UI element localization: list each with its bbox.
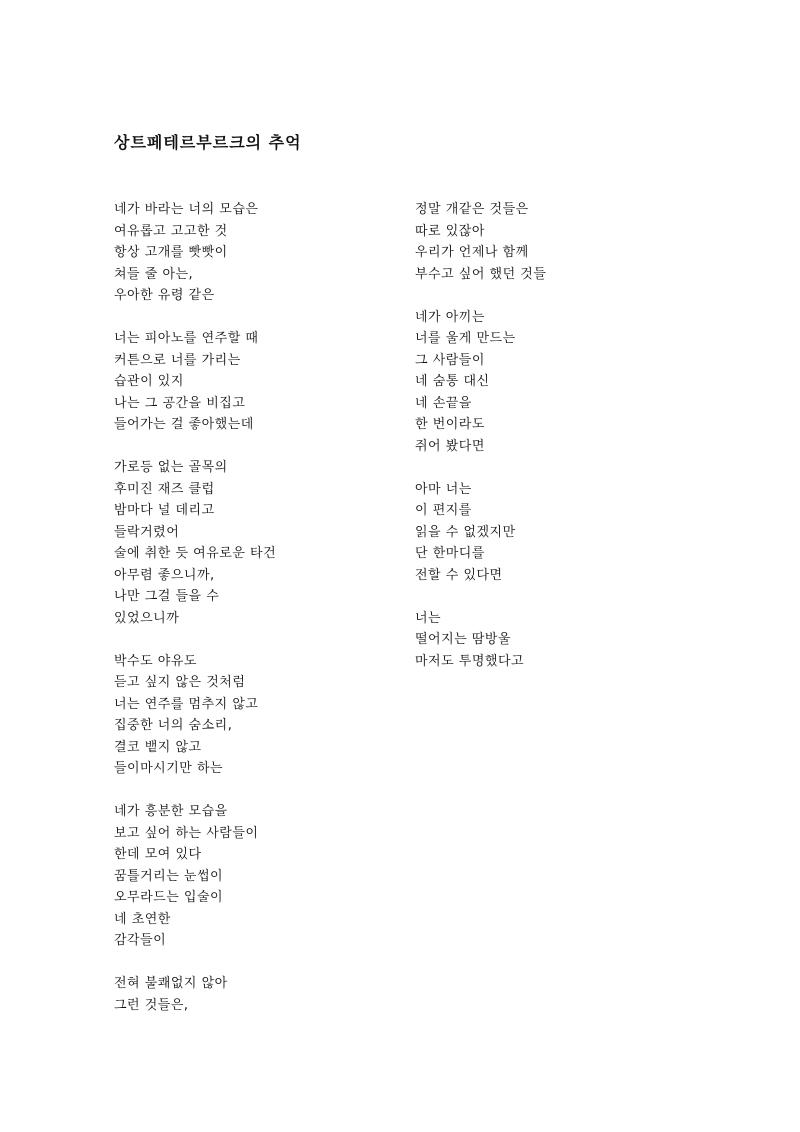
- poem-line: 박수도 야유도: [114, 653, 197, 669]
- poem-line: 듣고 싶지 않은 것처럼: [114, 675, 246, 690]
- poem-line: 술에 취한 듯 여유로운 타건: [114, 546, 277, 561]
- left-column: [114, 199, 276, 1016]
- stanza-break: [114, 436, 276, 458]
- stanza-break: [114, 629, 276, 651]
- poem-line: 부수고 싶어 했던 것들: [415, 266, 547, 282]
- poem-line: 쥐어 봤다면: [415, 438, 485, 454]
- poem-line: 너는 연주를 멈추지 않고: [114, 696, 259, 712]
- stanza-break: [415, 285, 546, 307]
- poem-line: 들락거렸어: [114, 524, 180, 540]
- poem-line: 네가 아끼는: [415, 309, 485, 325]
- poem-line: 나는 그 공간을 비집고: [114, 395, 246, 411]
- poem-line: 우리가 언제나 함께: [415, 245, 529, 260]
- poem-line: 네가 흥분한 모습을: [114, 804, 228, 819]
- poem-line: 들어가는 걸 좋아했는데: [114, 417, 254, 432]
- poem-line: 오무라드는 입술이: [114, 890, 224, 905]
- poem-line: 단 한마디를: [415, 546, 485, 561]
- poem-line: 이 편지를: [415, 503, 472, 518]
- poem-line: 너는 피아노를 연주할 때: [114, 331, 259, 346]
- poem-line: 네가 바라는 너의 모습은: [114, 202, 259, 217]
- poem-line: 후미진 재즈 클럽: [114, 481, 215, 497]
- poem-line: 여유롭고 고고한 것: [114, 223, 228, 239]
- poem-line: 아무렴 좋으니까,: [114, 567, 215, 583]
- poem-line: 그 사람들이: [415, 352, 485, 368]
- poem-line: 너를 울게 만드는: [415, 331, 516, 346]
- poem-line: 정말 개같은 것들은: [415, 202, 529, 217]
- right-column: [415, 199, 546, 672]
- stanza-break: [415, 586, 546, 608]
- poem-line: 집중한 너의 숨소리,: [114, 718, 233, 733]
- poem-line: 네 초연한: [114, 911, 171, 927]
- poem-line: 있었으니까: [114, 610, 180, 626]
- poem-line: 꿈틀거리는 눈썹이: [114, 868, 224, 884]
- poem-line: 항상 고개를 빳빳이: [114, 245, 228, 260]
- poem-line: 가로등 없는 골목의: [114, 460, 228, 475]
- poem-line: 너는: [415, 610, 442, 626]
- poem-line: 쳐들 줄 아는,: [114, 266, 194, 282]
- poem-line: 감각들이: [114, 933, 167, 948]
- poem-line: 나만 그걸 들을 수: [114, 589, 220, 604]
- stanza-break: [114, 780, 276, 802]
- poem-line: 네 손끝을: [415, 395, 472, 411]
- poem-line: 그런 것들은,: [114, 997, 189, 1013]
- poem-line: 우아한 유령 같은: [114, 288, 215, 303]
- poem-line: 전할 수 있다면: [415, 567, 503, 583]
- poem-title: 상트페테르부르크의 추억: [114, 133, 302, 152]
- poem-line: 아마 너는: [415, 481, 472, 497]
- poem-line: 따로 있잖아: [415, 223, 485, 239]
- poem-line: 보고 싶어 하는 사람들이: [114, 825, 259, 841]
- poem-line: 커튼으로 너를 가리는: [114, 352, 241, 368]
- poem-line: 전혀 불쾌없지 않아: [114, 976, 228, 991]
- poem-line: 떨어지는 땀방울: [415, 632, 512, 647]
- stanza-break: [114, 307, 276, 329]
- poem-line: 읽을 수 없겠지만: [415, 524, 516, 540]
- poem-line: 한데 모여 있다: [114, 847, 202, 862]
- stanza-break: [415, 457, 546, 479]
- poem-line: 밤마다 널 데리고: [114, 503, 215, 518]
- poem-line: 습관이 있지: [114, 374, 184, 389]
- stanza-break: [114, 952, 276, 974]
- poem-line: 들이마시기만 하는: [114, 761, 224, 776]
- poem-line: 한 번이라도: [415, 417, 485, 432]
- poem-line: 마저도 투명했다고: [415, 653, 525, 669]
- poem-line: 네 숨통 대신: [415, 374, 490, 389]
- poem-line: 결코 뱉지 않고: [114, 739, 202, 755]
